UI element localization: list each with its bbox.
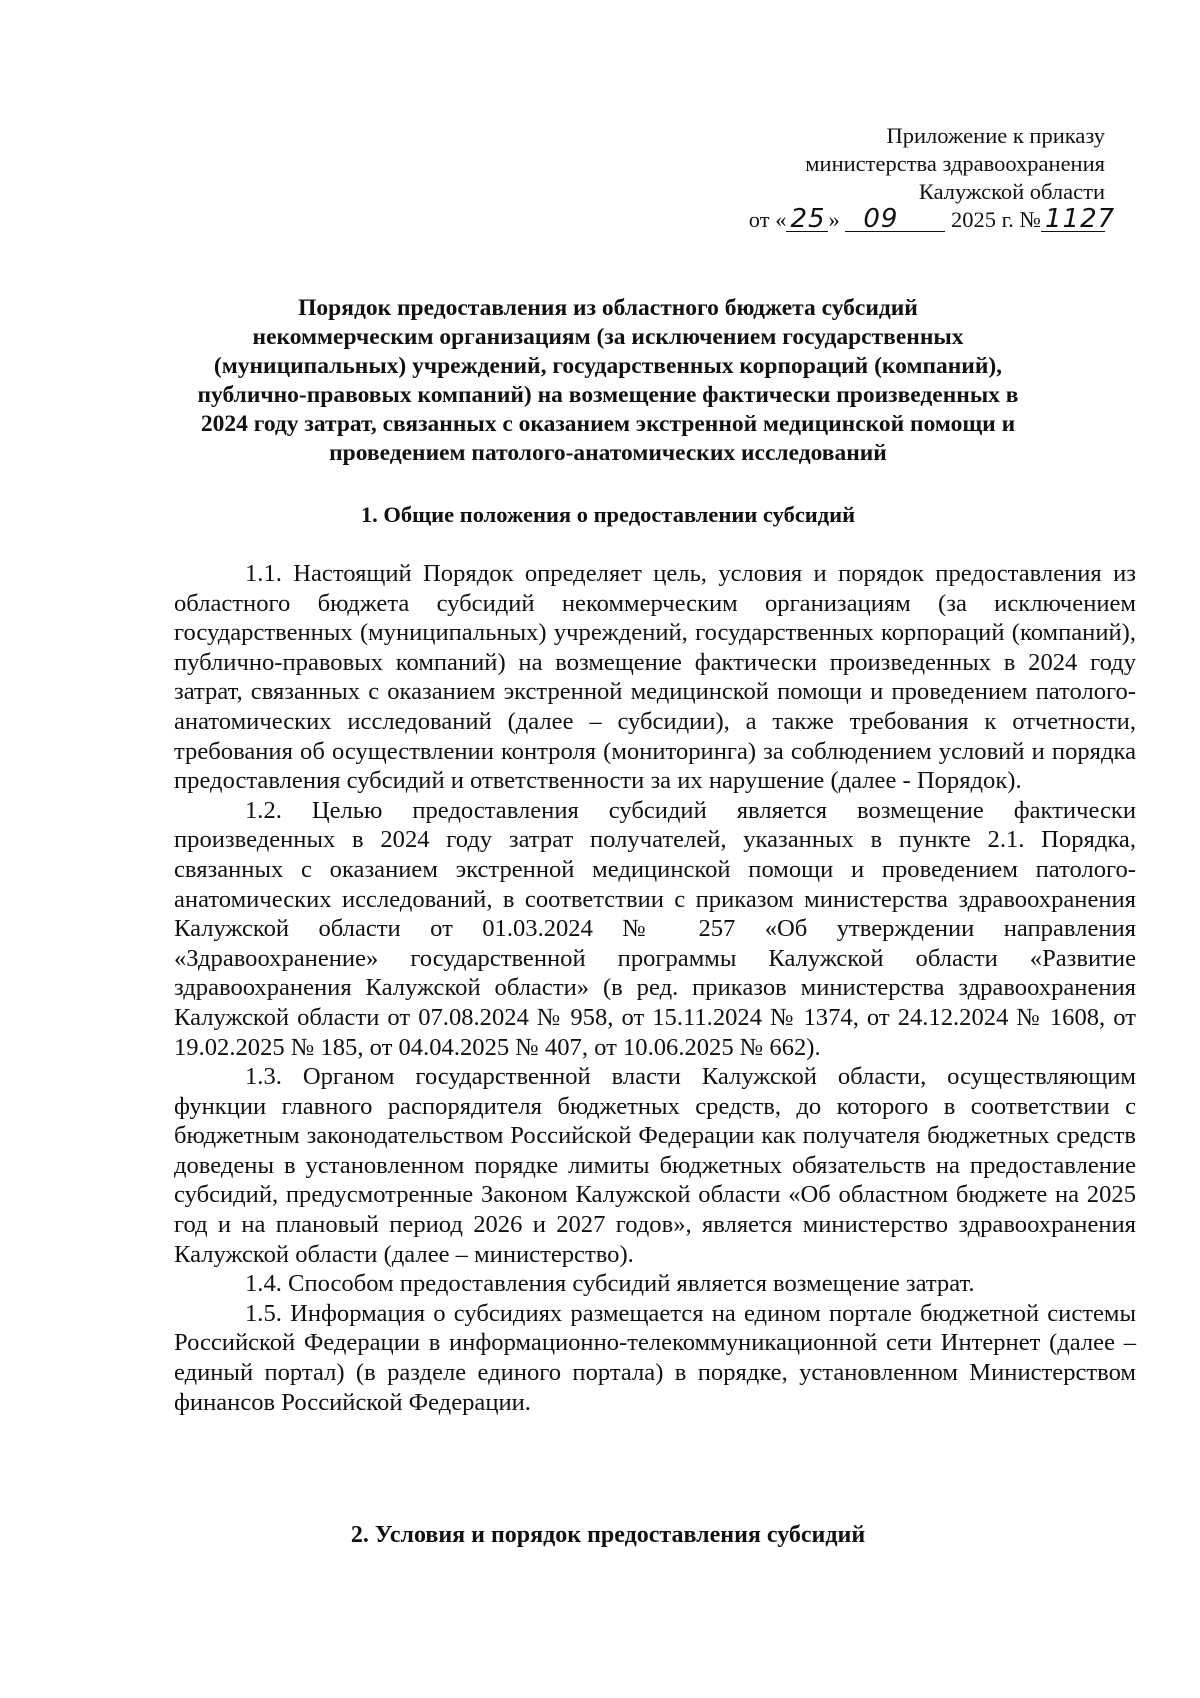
paragraph-1-4: 1.4. Способом предоставления субсидий является возмещение затрат.	[245, 1270, 975, 1298]
paragraph-1-5: 1.5. Информация о субсидиях размещается на едином портале бюджетной системы Российской Федерации в информационно-телекоммуникационной сети Интернет (далее – единый портал) (в разделе единого портала) в порядке, установленном Министерством финансов Российской Федерации.	[174, 1299, 1136, 1416]
paragraph-1-1: 1.1. Настоящий Порядок определяет цель, условия и порядок предоставления из областного бюджета субсидий некоммерческим организациям (за исключением государственных (муниципальных) учреждений, государственных корпораций (компаний), публично-правовых компаний) на возмещение фактически произведенных в 2024 году затрат, связанных с оказанием экстренной медицинской помощи и проведением патолого-анатомических исследований (далее – субсидии), а также требования к отчетности, требования об осуществлении контроля (мониторинга) за соблюдением условий и порядка предоставления субсидий и ответственности за их нарушение (далее - Порядок).	[174, 560, 1136, 795]
title-line: Порядок предоставления из областного бюджета субсидий	[298, 295, 918, 321]
appendix-line-1: Приложение к приказу	[886, 123, 1105, 148]
paragraph-1-2: 1.2. Целью предоставления субсидий является возмещение фактически произведенных в 2024 году затрат получателей, указанных в пункте 2.1. Порядка, связанных с оказанием экстренной медицинской помощи и проведением патолого-анатомических исследований, в соответствии с приказом министерства здравоохранения Калужской области от 01.03.2024 № 257 «Об утверждении направления «Здравоохранение» государственной программы Калужской области «Развитие здравоохранения Калужской области» (в ред. приказов министерства здравоохранения Калужской области от 07.08.2024 № 958, от 15.11.2024 № 1374, от 24.12.2024 № 1608, от 19.02.2025 № 185, от 04.04.2025 № 407, от 10.06.2025 № 662).	[174, 796, 1136, 1061]
order-date-line	[645, 204, 1116, 234]
handwritten-month: 09	[845, 207, 945, 232]
title-line: проведением патолого-анатомических исследований	[329, 440, 887, 466]
title-line: публично-правовых компаний) на возмещение фактически произведенных в	[197, 382, 1019, 408]
section-1-heading: 1. Общие положения о предоставлении субсидий	[360, 502, 856, 527]
paragraph-1-3: 1.3. Органом государственной власти Калужской области, осуществляющим функции главного распорядителя бюджетных средств, до которого в соответствии с бюджетным законодательством Российской Федерации как получателя бюджетных средств доведены в установленном порядке лимиты бюджетных обязательств на предоставление субсидий, предусмотренные Законом Калужской области «Об областном бюджете на 2025 год и на плановый период 2026 и 2027 годов», является министерство здравоохранения Калужской области (далее – министерство).	[174, 1063, 1136, 1268]
title-line: (муниципальных) учреждений, государственных корпораций (компаний),	[213, 353, 1003, 379]
section-2-heading: 2. Условия и порядок предоставления субсидий	[350, 1522, 866, 1548]
appendix-block	[645, 122, 1116, 234]
title-line: 2024 году затрат, связанных с оказанием экстренной медицинской помощи и	[200, 411, 1016, 437]
document-title	[160, 294, 1056, 468]
appendix-line-2: министерства здравоохранения	[805, 151, 1105, 176]
title-line: некоммерческим организациям (за исключением государственных	[252, 324, 964, 350]
date-year: 2025 г. №	[945, 207, 1041, 232]
appendix-line-3: Калужской области	[918, 179, 1105, 204]
section-1-body	[174, 559, 1136, 1417]
date-prefix: от «	[748, 207, 787, 232]
handwritten-order-number: 1127	[1041, 207, 1105, 232]
date-mid: »	[828, 207, 846, 232]
handwritten-day: 25	[786, 207, 828, 232]
